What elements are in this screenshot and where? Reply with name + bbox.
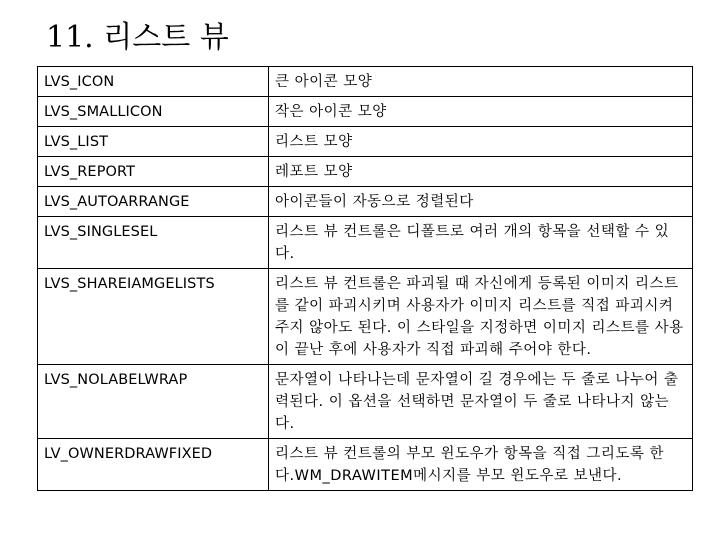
style-name: LVS_SINGLESEL <box>38 217 269 269</box>
table-row <box>38 365 693 439</box>
style-name: LVS_SMALLICON <box>38 97 269 127</box>
style-description: 문자열이 나타나는데 문자열이 길 경우에는 두 줄로 나누어 출력된다. 이 옵션을 선택하면 문자열이 두 줄로 나타나지 않는다. <box>269 365 693 439</box>
style-description: 레포트 모양 <box>269 157 693 187</box>
style-description: 큰 아이콘 모양 <box>269 67 693 97</box>
table-row <box>38 67 693 97</box>
style-description: 아이콘들이 자동으로 정렬된다 <box>269 187 693 217</box>
style-name: LVS_LIST <box>38 127 269 157</box>
style-name: LVS_ICON <box>38 67 269 97</box>
style-name: LV_OWNERDRAWFIXED <box>38 439 269 491</box>
table-row <box>38 187 693 217</box>
table-row <box>38 127 693 157</box>
table-row <box>38 97 693 127</box>
style-name: LVS_REPORT <box>38 157 269 187</box>
style-description: 리스트 뷰 컨트롤의 부모 윈도우가 항목을 직접 그리도록 한다.WM_DRAWITEM메시지를 부모 윈도우로 보낸다. <box>269 439 693 491</box>
style-name: LVS_SHAREIAMGELISTS <box>38 269 269 365</box>
table-row <box>38 217 693 269</box>
table-row <box>38 439 693 491</box>
table-row <box>38 269 693 365</box>
table-row <box>38 157 693 187</box>
style-description: 리스트 모양 <box>269 127 693 157</box>
style-description: 리스트 뷰 컨트롤은 파괴될 때 자신에게 등록된 이미지 리스트를 같이 파괴시키며 사용자가 이미지 리스트를 직접 파괴시켜주지 않아도 된다. 이 스타일을 지정하면 이미지 리스트를 사용이 끝난 후에 사용자가 직접 파괴해 주어야 한다. <box>269 269 693 365</box>
style-name: LVS_NOLABELWRAP <box>38 365 269 439</box>
style-description: 작은 아이콘 모양 <box>269 97 693 127</box>
style-description: 리스트 뷰 컨트롤은 디폴트로 여러 개의 항목을 선택할 수 있다. <box>269 217 693 269</box>
slide-title: 11. 리스트 뷰 <box>46 20 229 55</box>
style-table <box>37 66 693 491</box>
style-name: LVS_AUTOARRANGE <box>38 187 269 217</box>
